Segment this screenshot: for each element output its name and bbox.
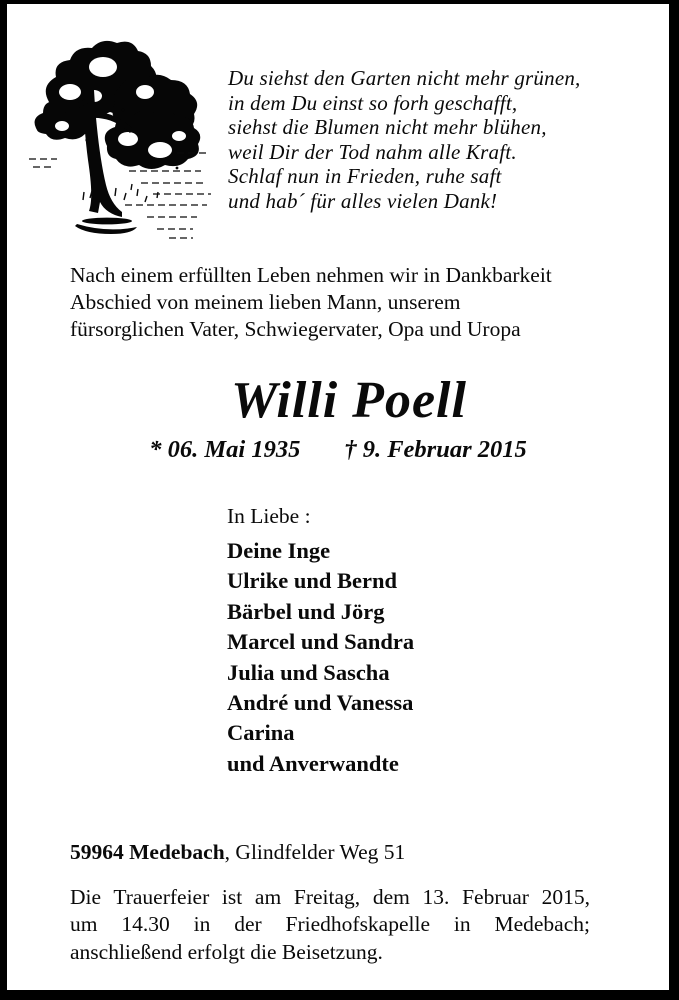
salutation: In Liebe :	[227, 504, 311, 528]
funeral-info	[70, 884, 590, 966]
poem-line: weil Dir der Tod nahm alle Kraft.	[228, 139, 517, 164]
address-city: 59964 Medebach	[70, 840, 225, 864]
deceased-name: Willi Poell	[231, 372, 467, 429]
address-street: , Glindfelder Weg 51	[224, 840, 406, 864]
poem-line: und hab´ für alles vielen Dank!	[228, 188, 498, 213]
life-dates	[7, 435, 669, 464]
poem-line: siehst die Blumen nicht mehr blühen,	[228, 115, 547, 140]
announcement-line: Nach einem erfüllten Leben nehmen wir in Dankbarkeit	[70, 263, 552, 287]
announcement-text	[70, 262, 552, 344]
memorial-poem	[228, 66, 581, 214]
mourner-name: Julia und Sascha	[227, 659, 390, 685]
mourner-name: Deine Inge	[227, 538, 331, 563]
poem-line: Schlaf nun in Frieden, ruhe saft	[228, 164, 502, 189]
announcement-line: Abschied von meinem lieben Mann, unserem	[70, 290, 461, 315]
mourner-name: und Anverwandte	[227, 750, 399, 776]
mourner-name: Bärbel und Jörg	[227, 598, 385, 624]
announcement-line: fürsorglichen Vater, Schwiegervater, Opa und Uropa	[70, 317, 521, 342]
mourner-name: Carina	[227, 720, 295, 746]
mourners-list	[227, 536, 414, 779]
funeral-line: anschließend erfolgt die Beisetzung.	[70, 939, 383, 964]
funeral-line: Die Trauerfeier ist am Freitag, dem 13. Februar 2015,	[70, 885, 590, 909]
poem-line: in dem Du einst so forh geschafft,	[228, 90, 518, 115]
mourner-name: Marcel und Sandra	[227, 629, 415, 655]
mourner-name: André und Vanessa	[227, 690, 414, 716]
address-line	[70, 839, 405, 865]
funeral-line: um 14.30 in der Friedhofskapelle in Medebach;	[70, 912, 590, 937]
poem-line: Du siehst den Garten nicht mehr grünen,	[228, 66, 581, 90]
tree-sketch-icon	[27, 40, 213, 250]
death-date: † 9. Februar 2015	[344, 436, 527, 463]
birth-date: * 06. Mai 1935	[149, 436, 301, 463]
mourner-name: Ulrike und Bernd	[227, 568, 398, 594]
